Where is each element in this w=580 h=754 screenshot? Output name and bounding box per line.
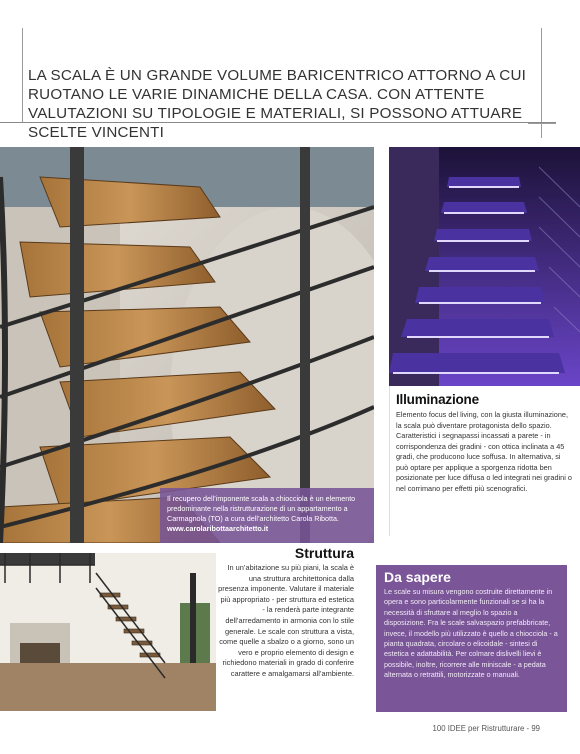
crop-mark: [22, 28, 23, 123]
caption-text: Il recupero dell’imponente scala a chiocciola è un elemento predominante nella ristrutturazione di un appartamento a Carmagnola (TO) a cura dell’architetto Carola Ribotta.: [167, 494, 356, 523]
da-sapere-body: Le scale su misura vengono costruite direttamente in opera e sono particolarmente funzionali se si ha la necessità di sfruttare al meglio lo spazio a disposizione. Fra le scale salvaspazio prefabbricate, invece, il modello più utilizzato è quello a chiocciola - a pianta quadrata, circolare o elicoidale - sintesi di estetica e adattabilità. Per colmare dislivelli lievi è possibile, inoltre, ricorrere alle miniscale - a pedata alternata o retrattili, motorizzate o manuali.: [384, 587, 558, 680]
spiral-staircase-photo: [0, 147, 374, 543]
struttura-section: [218, 545, 356, 712]
da-sapere-title: Da sapere: [384, 569, 451, 585]
caption-url: www.carolaribottaarchitetto.it: [167, 524, 269, 533]
photo-caption: [160, 488, 374, 543]
struttura-title: Struttura: [294, 545, 354, 561]
divider-rule: [0, 122, 556, 123]
illuminazione-title: Illuminazione: [396, 392, 479, 407]
struttura-body: In un’abitazione su più piani, la scala è una struttura architettonica dalla presenza imponente. Valutare il materiale più appropriato - per struttura ed estetica - la renderà parte integrante dell’arredamento in armonia con lo stile generale. Le scale con struttura a vista, come quelle a sbalzo o a giorno, sono un vero e proprio elemento di design e richiedono materiali in grado di conferire carattere e amalgamarsi all’ambiente.: [218, 563, 354, 678]
da-sapere-box: [376, 565, 567, 712]
loft-staircase-photo: [0, 553, 216, 711]
illuminazione-box: [389, 386, 580, 536]
headline: LA SCALA È UN GRANDE VOLUME BARICENTRICO ATTORNO A CUI RUOTANO LE VARIE DINAMICHE DELLA CASA. CON ATTENTE VALUTAZIONI SU TIPOLOGIE E MATERIALI, SI POSSONO ATTUARE SCELTE VINCENTI: [28, 67, 527, 141]
illuminated-staircase-photo: [389, 147, 580, 386]
illuminazione-body: Elemento focus del living, con la giusta illuminazione, la scala può diventare protagonista dello spazio. Caratteristici i segnapassi incassati a parete - in corrispondenza dei gradini - con ottica inclinata a 45 gradi, che producono luce soffusa. In alternativa, si può optare per applique a sporgenza ridotta ben posizionate per luce diffusa o led integrati nei gradini o nel corrimano per effetti più scenografici.: [396, 410, 572, 493]
page-folio: 100 IDEE per Ristrutturare - 99: [432, 724, 540, 733]
